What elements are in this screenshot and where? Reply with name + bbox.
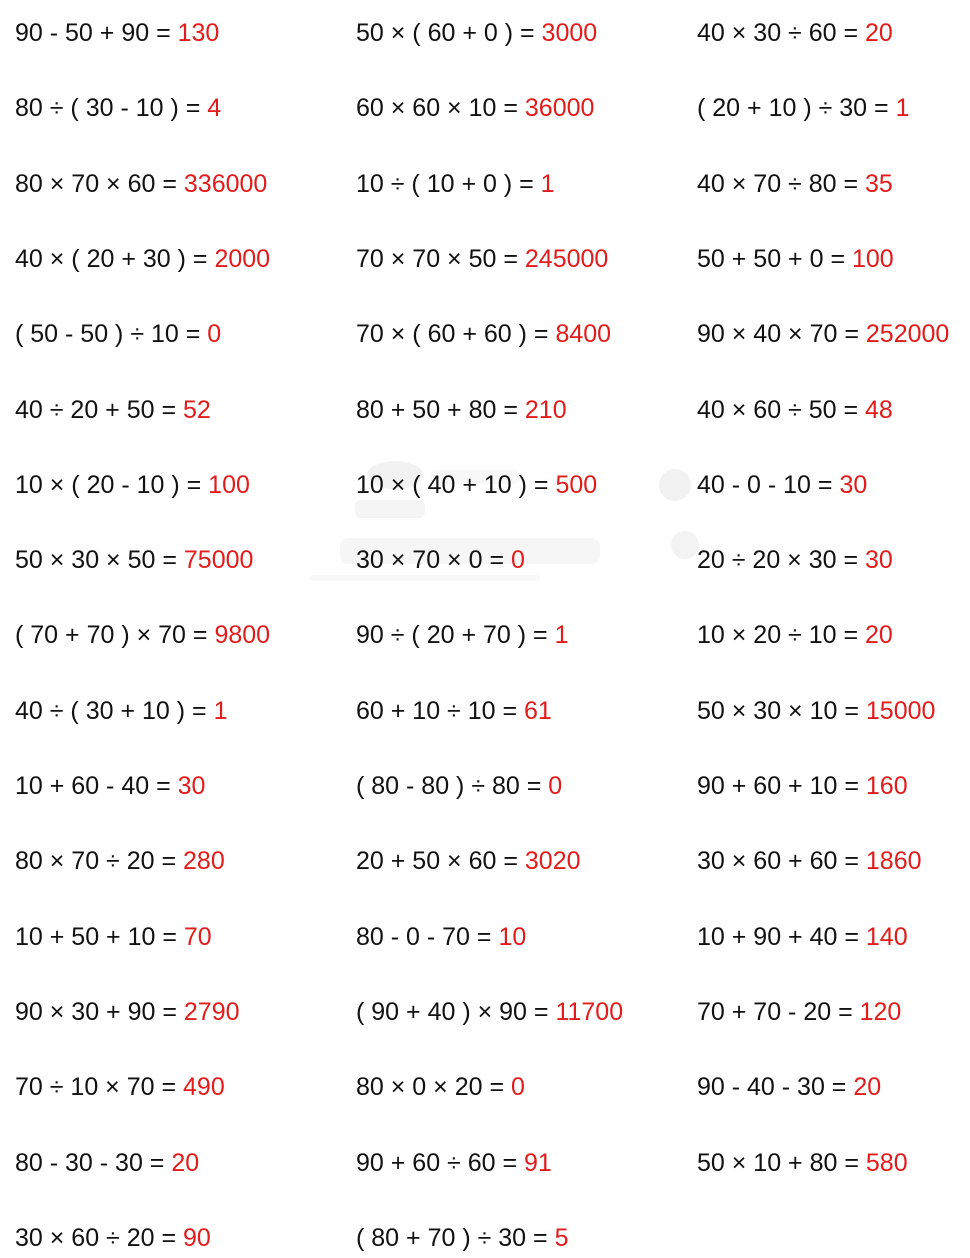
problem-expression: 20 ÷ 20 × 30 = bbox=[697, 546, 866, 575]
problem-expression: 50 × ( 60 + 0 ) = bbox=[356, 19, 542, 47]
problem-answer: 30 bbox=[839, 470, 868, 499]
problem-answer: 20 bbox=[171, 1148, 200, 1177]
math-problem bbox=[15, 1143, 199, 1183]
math-problem bbox=[15, 766, 205, 806]
math-problem bbox=[356, 465, 597, 505]
problem-expression: 10 × ( 20 - 10 ) = bbox=[15, 470, 209, 499]
math-problem bbox=[15, 13, 219, 53]
problem-row bbox=[0, 314, 970, 354]
problem-answer: 210 bbox=[524, 395, 567, 424]
problem-expression: 10 + 50 + 10 = bbox=[15, 922, 184, 951]
problem-expression: 40 × 70 ÷ 80 = bbox=[697, 169, 866, 198]
problem-row bbox=[0, 691, 970, 731]
problem-expression: 40 ÷ ( 30 + 10 ) = bbox=[15, 696, 214, 725]
math-problem bbox=[356, 239, 608, 279]
problem-answer: 9800 bbox=[214, 621, 271, 650]
problem-row bbox=[0, 540, 970, 580]
problem-answer: 1860 bbox=[865, 847, 922, 876]
problem-row bbox=[0, 13, 970, 53]
problem-row bbox=[0, 917, 970, 957]
problem-row bbox=[0, 164, 970, 204]
problem-expression: 10 × ( 40 + 10 ) = bbox=[356, 470, 556, 499]
problem-answer: 100 bbox=[208, 470, 250, 499]
problem-answer: 20 bbox=[853, 1073, 882, 1102]
math-problem bbox=[15, 1067, 225, 1107]
math-problem bbox=[356, 691, 552, 731]
problem-answer: 15000 bbox=[865, 696, 936, 725]
problem-expression: 70 ÷ 10 × 70 = bbox=[15, 1073, 184, 1102]
problem-answer: 90 bbox=[183, 1223, 211, 1252]
problem-expression: 90 ÷ ( 20 + 70 ) = bbox=[356, 621, 555, 650]
problem-answer: 252000 bbox=[865, 320, 950, 349]
problem-expression: ( 70 + 70 ) × 70 = bbox=[15, 621, 215, 650]
problem-expression: 50 × 30 × 10 = bbox=[697, 696, 866, 725]
problem-expression: 50 + 50 + 0 = bbox=[697, 244, 852, 273]
math-problem bbox=[356, 1067, 525, 1107]
problem-answer: 35 bbox=[865, 169, 893, 198]
math-problem bbox=[15, 992, 240, 1032]
problem-expression: 50 × 30 × 50 = bbox=[15, 546, 184, 575]
problem-expression: 80 - 30 - 30 = bbox=[15, 1148, 172, 1177]
math-problem bbox=[697, 465, 867, 505]
problem-answer: 8400 bbox=[555, 320, 612, 349]
problem-row bbox=[0, 766, 970, 806]
problem-expression: 80 + 50 + 80 = bbox=[356, 395, 525, 424]
problem-answer: 490 bbox=[183, 1073, 225, 1102]
problem-answer: 1 bbox=[540, 169, 555, 198]
problem-answer: 20 bbox=[865, 621, 893, 650]
math-problem bbox=[356, 88, 594, 128]
problem-expression: 40 × 30 ÷ 60 = bbox=[697, 19, 866, 47]
problem-answer: 11700 bbox=[555, 997, 624, 1026]
problem-expression: 90 - 50 + 90 = bbox=[15, 19, 178, 47]
watermark-logo bbox=[300, 430, 720, 630]
problem-answer: 2790 bbox=[183, 997, 240, 1026]
problem-expression: 90 + 60 + 10 = bbox=[697, 772, 866, 800]
problem-answer: 75000 bbox=[183, 546, 254, 575]
problem-expression: 90 × 40 × 70 = bbox=[697, 320, 866, 349]
math-problem bbox=[15, 465, 250, 505]
problem-answer: 48 bbox=[865, 395, 893, 424]
problem-expression: ( 50 - 50 ) ÷ 10 = bbox=[15, 320, 208, 349]
problem-answer: 20 bbox=[865, 19, 893, 47]
math-problem bbox=[15, 540, 253, 580]
problem-expression: 80 - 0 - 70 = bbox=[356, 922, 499, 951]
math-problem bbox=[15, 314, 221, 354]
problem-answer: 52 bbox=[183, 395, 211, 424]
math-problem bbox=[697, 615, 893, 655]
problem-expression: 80 × 70 ÷ 20 = bbox=[15, 847, 184, 876]
problem-expression: ( 90 + 40 ) × 90 = bbox=[356, 997, 556, 1026]
problem-answer: 580 bbox=[865, 1148, 908, 1177]
math-problem bbox=[697, 992, 901, 1032]
math-problem bbox=[697, 239, 894, 279]
math-problem bbox=[15, 239, 270, 279]
math-problem bbox=[697, 164, 893, 204]
problem-expression: 10 ÷ ( 10 + 0 ) = bbox=[356, 169, 541, 198]
problem-expression: 80 × 70 × 60 = bbox=[15, 169, 184, 198]
problem-answer: 130 bbox=[177, 19, 220, 47]
math-problem bbox=[697, 390, 893, 430]
problem-answer: 2000 bbox=[214, 244, 271, 273]
math-problem bbox=[356, 992, 623, 1032]
problem-expression: 40 - 0 - 10 = bbox=[697, 470, 840, 499]
problem-row bbox=[0, 1218, 970, 1258]
math-problem bbox=[356, 766, 562, 806]
problem-expression: 10 + 60 - 40 = bbox=[15, 772, 178, 800]
problem-row bbox=[0, 615, 970, 655]
problem-row bbox=[0, 841, 970, 881]
problem-expression: 40 ÷ 20 + 50 = bbox=[15, 395, 184, 424]
problem-answer: 100 bbox=[852, 244, 894, 273]
math-problem bbox=[15, 615, 270, 655]
math-problem bbox=[356, 1143, 552, 1183]
problem-answer: 1 bbox=[895, 94, 910, 123]
problem-expression: 50 × 10 + 80 = bbox=[697, 1148, 866, 1177]
math-problem bbox=[356, 13, 597, 53]
problem-expression: 60 × 60 × 10 = bbox=[356, 94, 525, 123]
math-problem bbox=[697, 1143, 908, 1183]
problem-expression: 30 × 60 ÷ 20 = bbox=[15, 1223, 184, 1252]
problem-row bbox=[0, 465, 970, 505]
problem-row bbox=[0, 1143, 970, 1183]
problem-expression: 80 ÷ ( 30 - 10 ) = bbox=[15, 94, 208, 123]
problem-answer: 0 bbox=[207, 320, 222, 349]
problem-answer: 36000 bbox=[524, 94, 595, 123]
problem-expression: ( 80 + 70 ) ÷ 30 = bbox=[356, 1223, 555, 1252]
problem-expression: 40 × ( 20 + 30 ) = bbox=[15, 244, 215, 273]
problem-row bbox=[0, 992, 970, 1032]
math-problem bbox=[697, 13, 893, 53]
problem-answer: 4 bbox=[207, 94, 222, 123]
problem-expression: 70 + 70 - 20 = bbox=[697, 997, 860, 1026]
problem-answer: 280 bbox=[183, 847, 225, 876]
problem-expression: 30 × 70 × 0 = bbox=[356, 546, 511, 575]
problem-answer: 10 bbox=[498, 922, 527, 951]
math-problem bbox=[356, 841, 581, 881]
problem-answer: 1 bbox=[554, 621, 569, 650]
problem-answer: 500 bbox=[555, 470, 598, 499]
math-problem bbox=[356, 164, 555, 204]
math-problem bbox=[697, 766, 908, 806]
problem-answer: 0 bbox=[511, 546, 525, 575]
problem-answer: 61 bbox=[524, 696, 552, 725]
math-problem bbox=[15, 390, 211, 430]
math-problem bbox=[15, 164, 267, 204]
problem-answer: 30 bbox=[177, 772, 206, 800]
problem-row bbox=[0, 239, 970, 279]
problem-answer: 0 bbox=[548, 772, 563, 800]
problem-expression: 40 × 60 ÷ 50 = bbox=[697, 395, 866, 424]
math-problem bbox=[15, 88, 221, 128]
math-problem bbox=[697, 1067, 881, 1107]
math-problem bbox=[356, 917, 526, 957]
math-problem bbox=[356, 1218, 568, 1258]
problem-answer: 91 bbox=[524, 1148, 552, 1177]
problem-expression: 80 × 0 × 20 = bbox=[356, 1073, 511, 1102]
math-problem bbox=[15, 917, 212, 957]
math-problem bbox=[697, 88, 909, 128]
math-problem bbox=[697, 540, 893, 580]
problem-row bbox=[0, 390, 970, 430]
problem-expression: 90 × 30 + 90 = bbox=[15, 997, 184, 1026]
math-problem bbox=[15, 841, 225, 881]
problem-answer: 0 bbox=[511, 1073, 525, 1102]
problem-answer: 3020 bbox=[524, 847, 581, 876]
problem-expression: 90 + 60 ÷ 60 = bbox=[356, 1148, 525, 1177]
problem-expression: ( 20 + 10 ) ÷ 30 = bbox=[697, 94, 896, 123]
math-problem bbox=[356, 314, 611, 354]
problem-answer: 336000 bbox=[183, 169, 268, 198]
math-problem bbox=[356, 615, 568, 655]
math-problem bbox=[15, 1218, 211, 1258]
problem-expression: 30 × 60 + 60 = bbox=[697, 847, 866, 876]
problem-expression: 10 + 90 + 40 = bbox=[697, 922, 866, 951]
problem-expression: 10 × 20 ÷ 10 = bbox=[697, 621, 866, 650]
problem-expression: 20 + 50 × 60 = bbox=[356, 847, 525, 876]
math-problem bbox=[697, 917, 908, 957]
problem-expression: 90 - 40 - 30 = bbox=[697, 1073, 854, 1102]
problem-expression: 70 × 70 × 50 = bbox=[356, 244, 525, 273]
problem-answer: 30 bbox=[865, 546, 893, 575]
problem-expression: 70 × ( 60 + 60 ) = bbox=[356, 320, 556, 349]
problem-answer: 5 bbox=[554, 1223, 569, 1252]
math-problem bbox=[697, 691, 935, 731]
problem-answer: 160 bbox=[865, 772, 908, 800]
math-problem bbox=[697, 841, 922, 881]
problem-answer: 70 bbox=[183, 922, 212, 951]
math-problem bbox=[356, 540, 525, 580]
problem-answer: 120 bbox=[859, 997, 902, 1026]
math-problem bbox=[15, 691, 227, 731]
math-problem bbox=[356, 390, 567, 430]
problem-answer: 140 bbox=[865, 922, 908, 951]
problem-expression: ( 80 - 80 ) ÷ 80 = bbox=[356, 772, 549, 800]
problem-answer: 245000 bbox=[524, 244, 609, 273]
problem-answer: 1 bbox=[213, 696, 228, 725]
problem-row bbox=[0, 88, 970, 128]
problem-expression: 60 + 10 ÷ 10 = bbox=[356, 696, 525, 725]
problem-answer: 3000 bbox=[541, 19, 598, 47]
problem-row bbox=[0, 1067, 970, 1107]
math-problem bbox=[697, 314, 949, 354]
